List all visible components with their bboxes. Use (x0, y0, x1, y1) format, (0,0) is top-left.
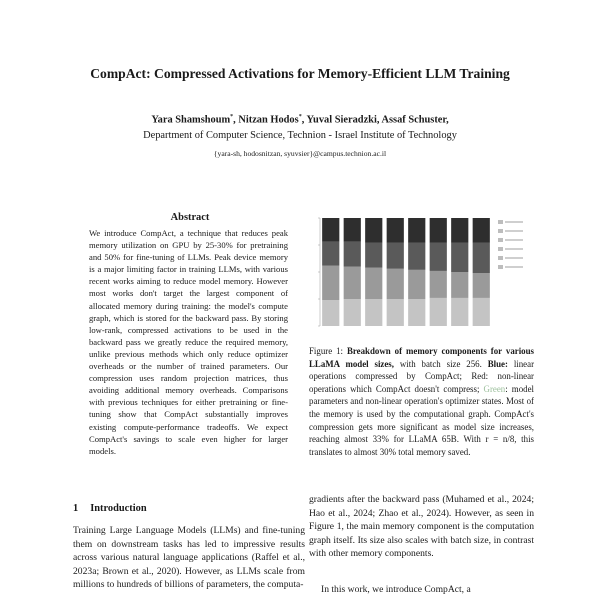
bar-segment (387, 269, 404, 299)
bar-segment (473, 243, 490, 273)
caption-bold: Breakdown of memory components for various LLaMA model sizes, (309, 346, 535, 369)
bar-segment (322, 300, 339, 326)
author-sep: , (301, 114, 307, 126)
bar-segment (344, 267, 361, 299)
bar-segment (408, 218, 425, 243)
caption-label: Figure 1: (309, 346, 344, 356)
bar-segment (430, 271, 447, 298)
caption-mid2: linear operations compressed by CompAct; Red: non-linear operations which CompAct doesn't compress; (309, 358, 535, 394)
legend-swatch (498, 229, 503, 233)
abstract-text: We introduce CompAct, a technique that reduces peak memory utilization on GPU by 25-30% for pretraining and 50% for fine-tuning of LLMs. Peak device memory is a major limiting factor in training LLMs, with various recent works aiming to reduce model memory. However most works don't target the largest component of allocated memory during training: the model's compute graph, which is stored for the backward pass. By storing low-rank, compressed activations to be used in the backward pass we greatly reduce the required memory, unlike previous methods which only reduce optimizer overheads or the number of trained parameters. Our compression uses random projection matrices, thus avoiding additional memory overheads. Comparisons with previous techniques for either pretraining or fine-tuning show that CompAct substantially improves existing compute-performance tradeoffs. We expect CompAct's savings to scale even higher for larger models. (89, 228, 288, 456)
legend-label (505, 230, 523, 232)
bar-segment (322, 266, 339, 301)
section-title: Introduction (90, 503, 147, 514)
bar-segment (344, 299, 361, 326)
introduction-text: Training Large Language Models (LLMs) and fine-tuning them on downstream tasks has led to impressive results across various natural language applications (Raffel et al., 2023a; Brown et al., 2020). However, as LLMs scale from millions to hundreds of billions of parameters, the computa- (73, 525, 305, 590)
author-sep: , (376, 114, 382, 126)
bar-segment (473, 273, 490, 298)
chart-axes (318, 218, 320, 326)
legend-swatch (498, 220, 503, 224)
affiliation: Department of Computer Science, Technion - Israel Institute of Technology (143, 130, 457, 141)
chart-legend (498, 220, 523, 269)
author-name: Nitzan Hodos (238, 114, 299, 126)
author-name: Yara Shamshoum (151, 114, 231, 126)
figure-caption (309, 345, 534, 458)
bar-segment (322, 242, 339, 266)
email-list: {yara-sh, hodosnitzan, syuvsier}@campus.technion.ac.il (213, 149, 387, 158)
chart-bars (322, 218, 490, 326)
author-mark: * (298, 114, 302, 120)
right-column-paragraph-2: In this work, we introduce CompAct, a (321, 584, 471, 595)
bar-segment (365, 243, 382, 268)
caption-blue: Blue: (487, 358, 508, 369)
bar-segment (365, 268, 382, 299)
paper-title: CompAct: Compressed Activations for Memory-Efficient LLM Training (90, 66, 510, 81)
bar-segment (451, 298, 468, 326)
right-column-paragraph: gradients after the backward pass (Muhamed et al., 2024; Hao et al., 2024; Zhao et al., 2024). However, as seen in Figure 1, the main memory component is the computation graph itself. Its size also scales with batch size, in contrast with other memory components. (309, 494, 534, 559)
legend-swatch (498, 238, 503, 242)
section-number: 1 (73, 503, 79, 514)
bar-segment (430, 298, 447, 326)
section-heading (73, 503, 147, 514)
legend-label (505, 239, 523, 241)
bar-segment (387, 218, 404, 243)
bar-segment (408, 270, 425, 299)
caption-end: : model parameters and non-linear operation's optimizer states. Most of the memory is used by the computational graph. CompAct's compression gets more significant as model size increases, reaching almost 33% for LLaMA 65B. With r = n/8, this translates to almost 30% total memory saved. (309, 383, 534, 457)
bar-segment (473, 218, 490, 243)
bar-segment (387, 243, 404, 269)
legend-swatch (498, 265, 503, 269)
author-sep: , (446, 114, 449, 126)
caption-green: Green (483, 383, 506, 394)
author-list (0, 114, 600, 125)
bar-segment (451, 218, 468, 243)
author-sep: , (233, 114, 239, 126)
bar-segment (322, 218, 339, 242)
legend-swatch (498, 247, 503, 251)
author-name: Yuval Sieradzki (306, 114, 377, 126)
bar-segment (387, 299, 404, 326)
legend-swatch (498, 256, 503, 260)
legend-label (505, 266, 523, 268)
bar-segment (451, 243, 468, 272)
bar-segment (365, 218, 382, 243)
bar-segment (408, 243, 425, 270)
bar-segment (430, 218, 447, 243)
caption-mid1: with batch size 256. (393, 358, 488, 369)
bar-segment (344, 242, 361, 267)
bar-segment (344, 218, 361, 242)
bar-segment (430, 243, 447, 271)
abstract-heading: Abstract (170, 212, 210, 223)
legend-label (505, 248, 523, 250)
memory-breakdown-chart (310, 212, 535, 332)
bar-segment (473, 298, 490, 326)
legend-label (505, 221, 523, 223)
author-name: Assaf Schuster (381, 114, 447, 126)
bar-segment (365, 299, 382, 326)
legend-label (505, 257, 523, 259)
bar-segment (408, 299, 425, 326)
bar-segment (451, 272, 468, 298)
author-mark: * (230, 114, 234, 120)
